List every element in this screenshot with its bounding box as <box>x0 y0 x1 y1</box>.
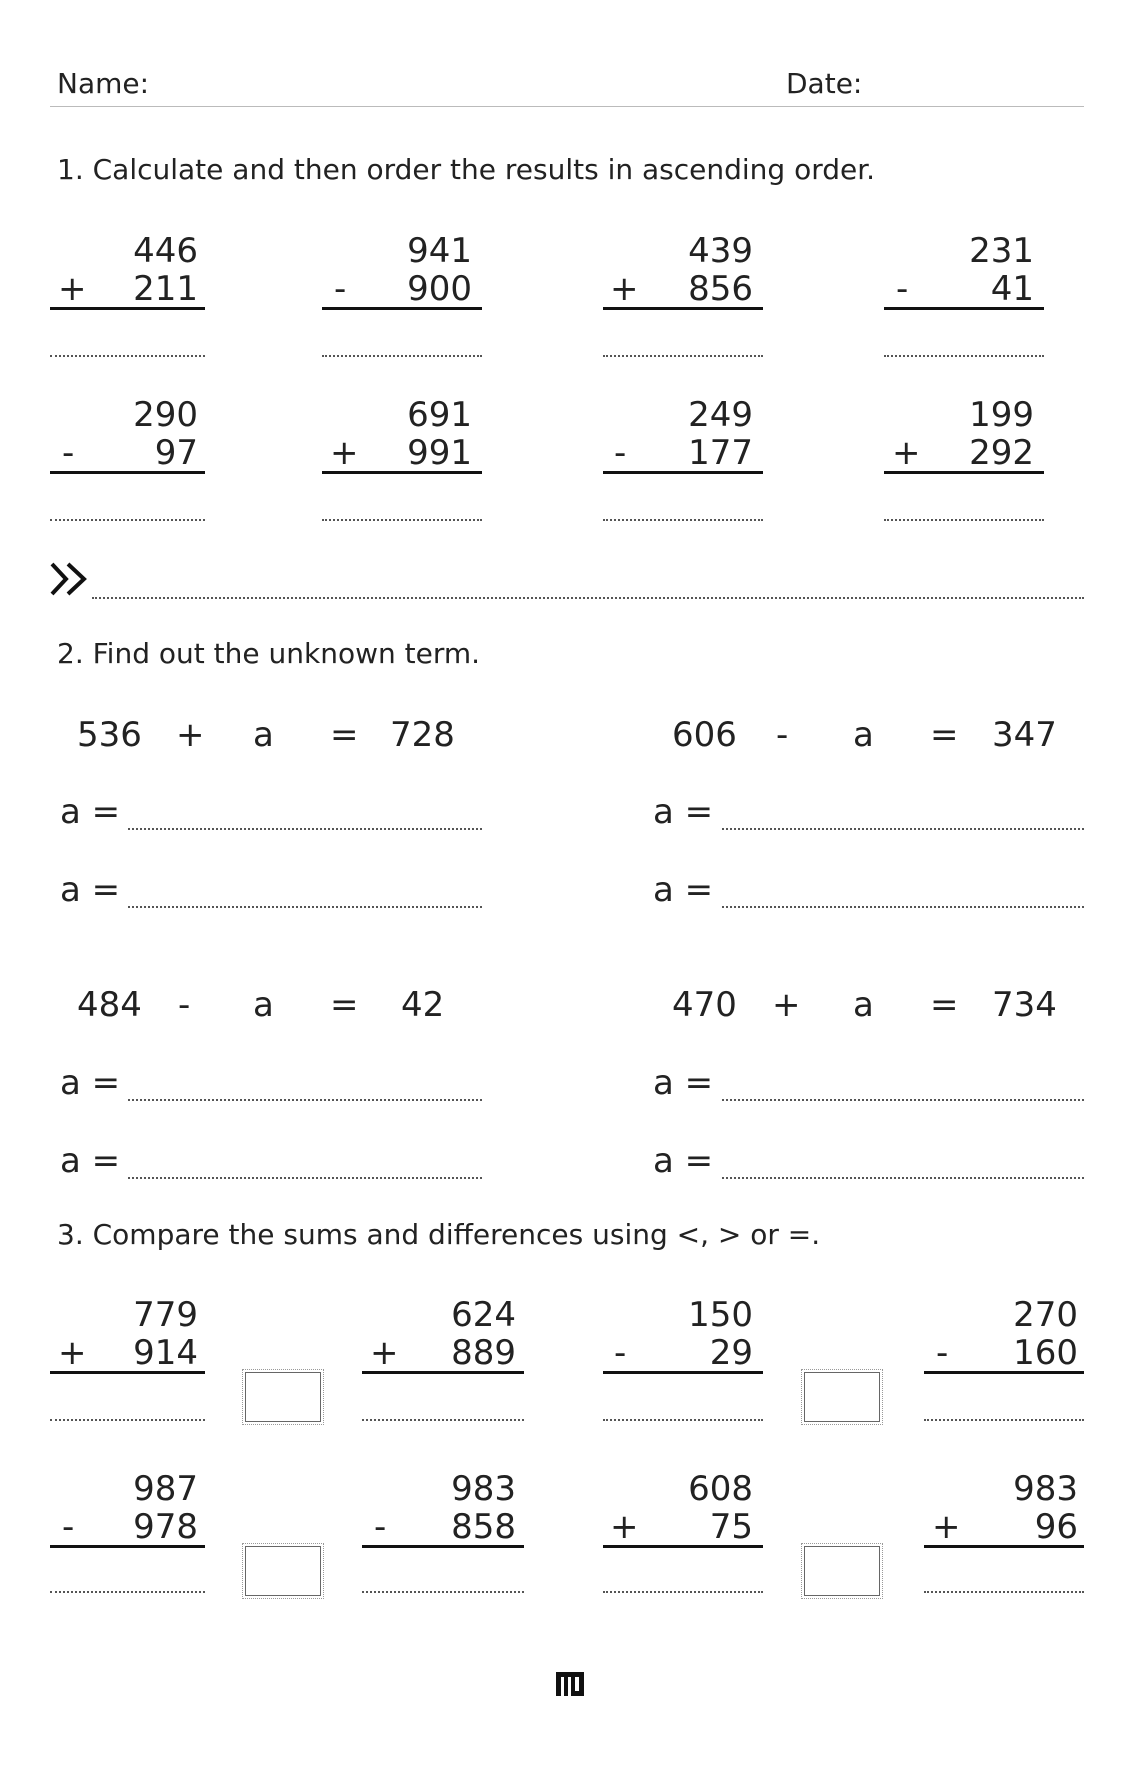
problem-operator: + <box>892 433 921 473</box>
answer-line[interactable] <box>603 1419 763 1421</box>
sum-line <box>322 471 482 474</box>
answer-line[interactable] <box>603 1591 763 1593</box>
problem-bottom-number: 900 <box>407 269 472 309</box>
header-divider <box>50 106 1084 107</box>
problem-top-number: 439 <box>688 231 753 271</box>
sum-line <box>924 1545 1084 1548</box>
sum-line <box>50 307 205 310</box>
answer-line[interactable] <box>884 355 1044 357</box>
order-answer-line[interactable] <box>92 597 1084 599</box>
answer-line[interactable] <box>722 1099 1084 1101</box>
compare-box[interactable] <box>245 1372 321 1422</box>
sum-line <box>884 307 1044 310</box>
section1-title: 1. Calculate and then order the results in ascending order. <box>57 153 876 186</box>
answer-line[interactable] <box>128 1177 482 1179</box>
problem-bottom-number: 211 <box>133 269 198 309</box>
problem-top-number: 983 <box>1013 1469 1078 1509</box>
sum-line <box>50 471 205 474</box>
equation-result: 347 <box>992 715 1057 755</box>
problem-bottom-number: 292 <box>969 433 1034 473</box>
problem-operator: + <box>58 269 87 309</box>
section2-title: 2. Find out the unknown term. <box>57 637 481 670</box>
answer-line[interactable] <box>50 355 205 357</box>
answer-line[interactable] <box>603 355 763 357</box>
problem-operator: + <box>610 1507 639 1547</box>
problem-operator: - <box>614 433 627 473</box>
problem-operator: - <box>374 1507 387 1547</box>
answer-line[interactable] <box>722 1177 1084 1179</box>
answer-line[interactable] <box>50 1591 205 1593</box>
equation-operand: 470 <box>672 985 737 1025</box>
problem-bottom-number: 858 <box>451 1507 516 1547</box>
problem-bottom-number: 160 <box>1013 1333 1078 1373</box>
equation-operand: 606 <box>672 715 737 755</box>
answer-line[interactable] <box>322 355 482 357</box>
compare-box[interactable] <box>804 1372 880 1422</box>
sum-line <box>50 1371 205 1374</box>
problem-operator: - <box>62 433 75 473</box>
equation-result: 734 <box>992 985 1057 1025</box>
equation-variable: a <box>853 985 874 1025</box>
problem-bottom-number: 29 <box>709 1333 753 1373</box>
problem-bottom-number: 991 <box>407 433 472 473</box>
problem-bottom-number: 96 <box>1034 1507 1078 1547</box>
equation-equals: = <box>330 985 359 1025</box>
problem-top-number: 941 <box>407 231 472 271</box>
sum-line <box>362 1545 524 1548</box>
problem-bottom-number: 914 <box>133 1333 198 1373</box>
equation-operator: + <box>176 715 205 755</box>
sum-line <box>603 307 763 310</box>
problem-top-number: 249 <box>688 395 753 435</box>
answer-label: a = <box>60 870 121 910</box>
equation-variable: a <box>853 715 874 755</box>
answer-label: a = <box>60 792 121 832</box>
problem-operator: - <box>614 1333 627 1373</box>
problem-bottom-number: 97 <box>154 433 198 473</box>
answer-line[interactable] <box>722 828 1084 830</box>
compare-box[interactable] <box>804 1546 880 1596</box>
problem-operator: - <box>334 269 347 309</box>
sum-line <box>322 307 482 310</box>
answer-line[interactable] <box>128 828 482 830</box>
equation-equals: = <box>330 715 359 755</box>
answer-line[interactable] <box>722 906 1084 908</box>
problem-top-number: 270 <box>1013 1295 1078 1335</box>
answer-line[interactable] <box>924 1591 1084 1593</box>
problem-operator: + <box>58 1333 87 1373</box>
sum-line <box>884 471 1044 474</box>
problem-operator: - <box>936 1333 949 1373</box>
answer-label: a = <box>60 1063 121 1103</box>
problem-top-number: 691 <box>407 395 472 435</box>
sum-line <box>603 471 763 474</box>
problem-bottom-number: 978 <box>133 1507 198 1547</box>
equation-operand: 536 <box>77 715 142 755</box>
answer-line[interactable] <box>362 1419 524 1421</box>
equation-equals: = <box>930 985 959 1025</box>
problem-operator: + <box>932 1507 961 1547</box>
problem-bottom-number: 177 <box>688 433 753 473</box>
sum-line <box>924 1371 1084 1374</box>
answer-line[interactable] <box>50 1419 205 1421</box>
equation-equals: = <box>930 715 959 755</box>
problem-bottom-number: 856 <box>688 269 753 309</box>
answer-line[interactable] <box>603 519 763 521</box>
answer-label: a = <box>653 1141 714 1181</box>
answer-line[interactable] <box>128 1099 482 1101</box>
problem-operator: + <box>370 1333 399 1373</box>
double-chevron-right-icon <box>50 562 90 596</box>
problem-top-number: 290 <box>133 395 198 435</box>
equation-variable: a <box>253 985 274 1025</box>
problem-top-number: 983 <box>451 1469 516 1509</box>
problem-top-number: 779 <box>133 1295 198 1335</box>
answer-line[interactable] <box>322 519 482 521</box>
equation-operator: - <box>776 715 789 755</box>
equation-variable: a <box>253 715 274 755</box>
answer-line[interactable] <box>128 906 482 908</box>
problem-top-number: 150 <box>688 1295 753 1335</box>
sum-line <box>50 1545 205 1548</box>
answer-line[interactable] <box>362 1591 524 1593</box>
problem-top-number: 446 <box>133 231 198 271</box>
answer-line[interactable] <box>50 519 205 521</box>
compare-box[interactable] <box>245 1546 321 1596</box>
problem-top-number: 987 <box>133 1469 198 1509</box>
problem-top-number: 624 <box>451 1295 516 1335</box>
name-label: Name: <box>57 67 150 100</box>
problem-top-number: 231 <box>969 231 1034 271</box>
answer-line[interactable] <box>924 1419 1084 1421</box>
section3-title: 3. Compare the sums and differences using <, > or =. <box>57 1218 821 1251</box>
equation-operator: - <box>178 985 191 1025</box>
sum-line <box>603 1545 763 1548</box>
problem-top-number: 199 <box>969 395 1034 435</box>
equation-operand: 484 <box>77 985 142 1025</box>
sum-line <box>362 1371 524 1374</box>
date-label: Date: <box>786 67 863 100</box>
problem-operator: + <box>610 269 639 309</box>
answer-label: a = <box>653 870 714 910</box>
answer-label: a = <box>60 1141 121 1181</box>
answer-line[interactable] <box>884 519 1044 521</box>
answer-label: a = <box>653 1063 714 1103</box>
equation-operator: + <box>772 985 801 1025</box>
problem-operator: + <box>330 433 359 473</box>
equation-result: 728 <box>390 715 455 755</box>
publisher-logo-icon <box>556 1672 584 1696</box>
problem-operator: - <box>62 1507 75 1547</box>
equation-result: 42 <box>401 985 445 1025</box>
problem-bottom-number: 75 <box>709 1507 753 1547</box>
problem-operator: - <box>896 269 909 309</box>
problem-top-number: 608 <box>688 1469 753 1509</box>
sum-line <box>603 1371 763 1374</box>
answer-label: a = <box>653 792 714 832</box>
problem-bottom-number: 41 <box>990 269 1034 309</box>
problem-bottom-number: 889 <box>451 1333 516 1373</box>
